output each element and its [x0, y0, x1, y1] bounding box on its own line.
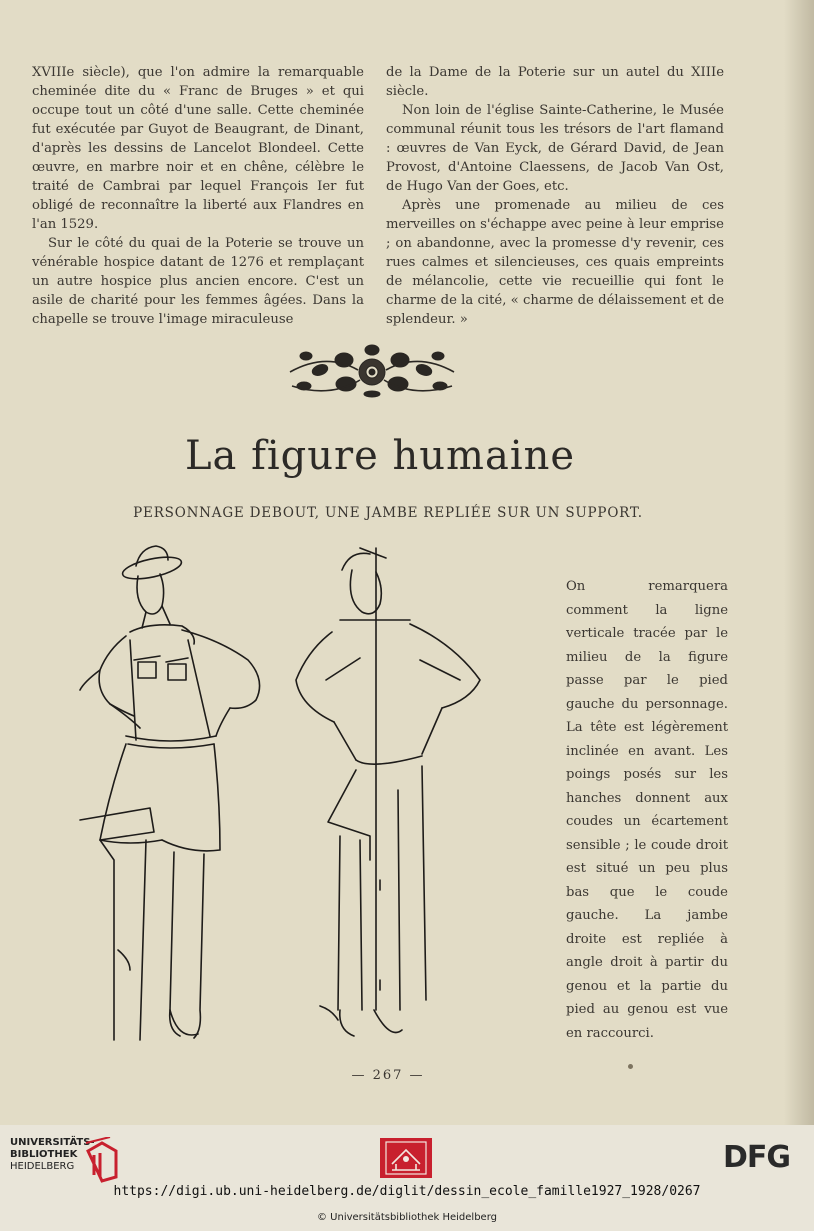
- library-name: UNIVERSITÄTS- BIBLIOTHEK HEIDELBERG: [10, 1137, 95, 1172]
- bibliotheca-emblem-icon[interactable]: [380, 1138, 432, 1178]
- paper-speck: [628, 1064, 633, 1069]
- page-number: — 267 —: [351, 1068, 425, 1083]
- permalink-url[interactable]: https://digi.ub.uni-heidelberg.de/diglit/dessin_ecole_famille1927_1928/0267: [113, 1184, 701, 1199]
- page-subtitle: PERSONNAGE DEBOUT, UNE JAMBE REPLIÉE SUR UN SUPPORT.: [133, 505, 643, 521]
- figure-drawing-illustration: [70, 540, 520, 1050]
- construction-lines-sketch: [296, 548, 480, 1036]
- library-logo[interactable]: [10, 1137, 120, 1187]
- left-paragraph-2: Sur le côté du quai de la Poterie se trouve un vénérable hospice datant de 1276 et remplaçant un autre hospice plus ancien encore. C'est un asile de charité pour les femmes âgées. Dans la chapelle se trouve l'image miraculeuse: [32, 236, 364, 327]
- right-paragraph-3: Après une promenade au milieu de ces merveilles on s'échappe avec peine à leur emprise ; on abandonne, avec la promesse d'y revenir, ces rues calmes et silencieuses, ces quais empreints de mélancolie, cette vie recueillie qui font le charme de la cité, « charme de délaissement et de splendeur. »: [386, 198, 724, 327]
- funder-logo[interactable]: DFG: [723, 1140, 791, 1175]
- figure-description: On remarquera comment la ligne verticale tracée par le milieu de la figure passe par le pied gauche du personnage. La tête est légèrement inclinée en avant. Les poings posés sur les hanches donnent aux coudes un écartement sensible ; le coude droit est situé un peu plus bas que le coude gauche. La jambe droite est repliée à angle droit à partir du genou et la partie du pied au genou est vue en raccourci.: [566, 579, 728, 1041]
- left-paragraph-1: XVIIIe siècle), que l'on admire la remarquable cheminée dite du « Franc de Bruges » et qui occupe tout un côté d'une salle. Cette cheminée fut exécutée par Guyot de Beaugrant, de Dinant, d'après les dessins de Lancelot Blondeel. Cette œuvre, en marbre noir et en chêne, célèbre le traité de Cambrai par lequel François Ier fut obligé de reconnaître la liberté aux Flandres en l'an 1529.: [32, 65, 364, 232]
- right-text-column: [386, 63, 724, 329]
- standing-boy-sketch: [80, 546, 260, 1040]
- page-title: La figure humaine: [184, 433, 576, 479]
- library-emblem-icon: [84, 1137, 120, 1183]
- left-text-column: [32, 63, 364, 329]
- right-paragraph-2: Non loin de l'église Sainte-Catherine, le Musée communal réunit tous les trésors de l'art flamand : œuvres de Van Eyck, de Gérard David, de Jean Provost, d'Antoine Claessens, de Jacob Van Ost, de Hugo Van der Goes, etc.: [386, 103, 724, 194]
- copyright-notice: © Universitätsbibliothek Heidelberg: [316, 1212, 497, 1223]
- floral-ornament-icon: [286, 342, 458, 398]
- right-paragraph-1: de la Dame de la Poterie sur un autel du XIIIe siècle.: [386, 65, 724, 99]
